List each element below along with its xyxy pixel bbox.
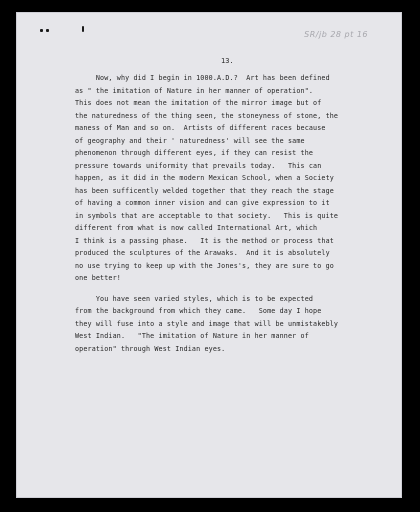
text-line: of geography and their ' naturedness' will see the same: [75, 136, 305, 145]
text-line: This does not mean the imitation of the mirror image but of: [75, 99, 322, 107]
text-line: pressure towards uniformity that prevails today. This can: [75, 161, 322, 170]
document-page: [16, 12, 402, 498]
punch-hole-mark: [40, 29, 43, 32]
punch-hole-mark: [82, 26, 84, 32]
text-line: happen, as it did in the modern Mexican School, when a Society: [75, 174, 334, 182]
text-line: they will fuse into a style and image that will be unmistakebly: [75, 319, 339, 328]
text-line: the naturedness of the thing seen, the stoneyness of stone, the: [75, 111, 339, 120]
text-line: You have seen varied styles, which is to be expected: [75, 294, 314, 303]
text-line: in symbols that are acceptable to that society. This is quite: [75, 211, 339, 220]
text-line: West Indian. "The imitation of Nature in her manner of: [75, 332, 309, 340]
text-line: of having a common inner vision and can give expression to it: [75, 199, 330, 207]
text-line: produced the sculptures of the Arawaks. And it is absolutely: [75, 249, 330, 257]
text-line: maness of Man and so on. Artists of different races because: [75, 124, 326, 132]
text-line: has been sufficently welded together that they reach the stage: [75, 186, 334, 195]
punch-hole-mark: [46, 29, 49, 32]
text-line: no use trying to keep up with the Jones's, they are sure to go: [75, 261, 334, 270]
paragraph: [75, 293, 387, 356]
page-number: 13.: [221, 57, 234, 65]
text-line: Now, why did I begin in 1000.A.D.? Art has been defined: [75, 74, 330, 82]
text-line: from the background from which they came. Some day I hope: [75, 307, 322, 315]
text-line: one better!: [75, 274, 121, 282]
archive-reference-mark: SR/jb 28 pt 16: [304, 30, 368, 39]
text-line: I think is a passing phase. It is the method or process that: [75, 236, 334, 245]
text-line: operation" through West Indian eyes.: [75, 344, 226, 353]
paragraph-gap: [75, 285, 387, 293]
paragraph: [75, 72, 387, 285]
text-line: different from what is now called International Art, which: [75, 224, 318, 232]
text-line: as " the imitation of Nature in her manner of operation".: [75, 86, 314, 95]
typed-text-body: [75, 72, 387, 355]
text-line: phenomenon through different eyes, if they can resist the: [75, 149, 314, 157]
